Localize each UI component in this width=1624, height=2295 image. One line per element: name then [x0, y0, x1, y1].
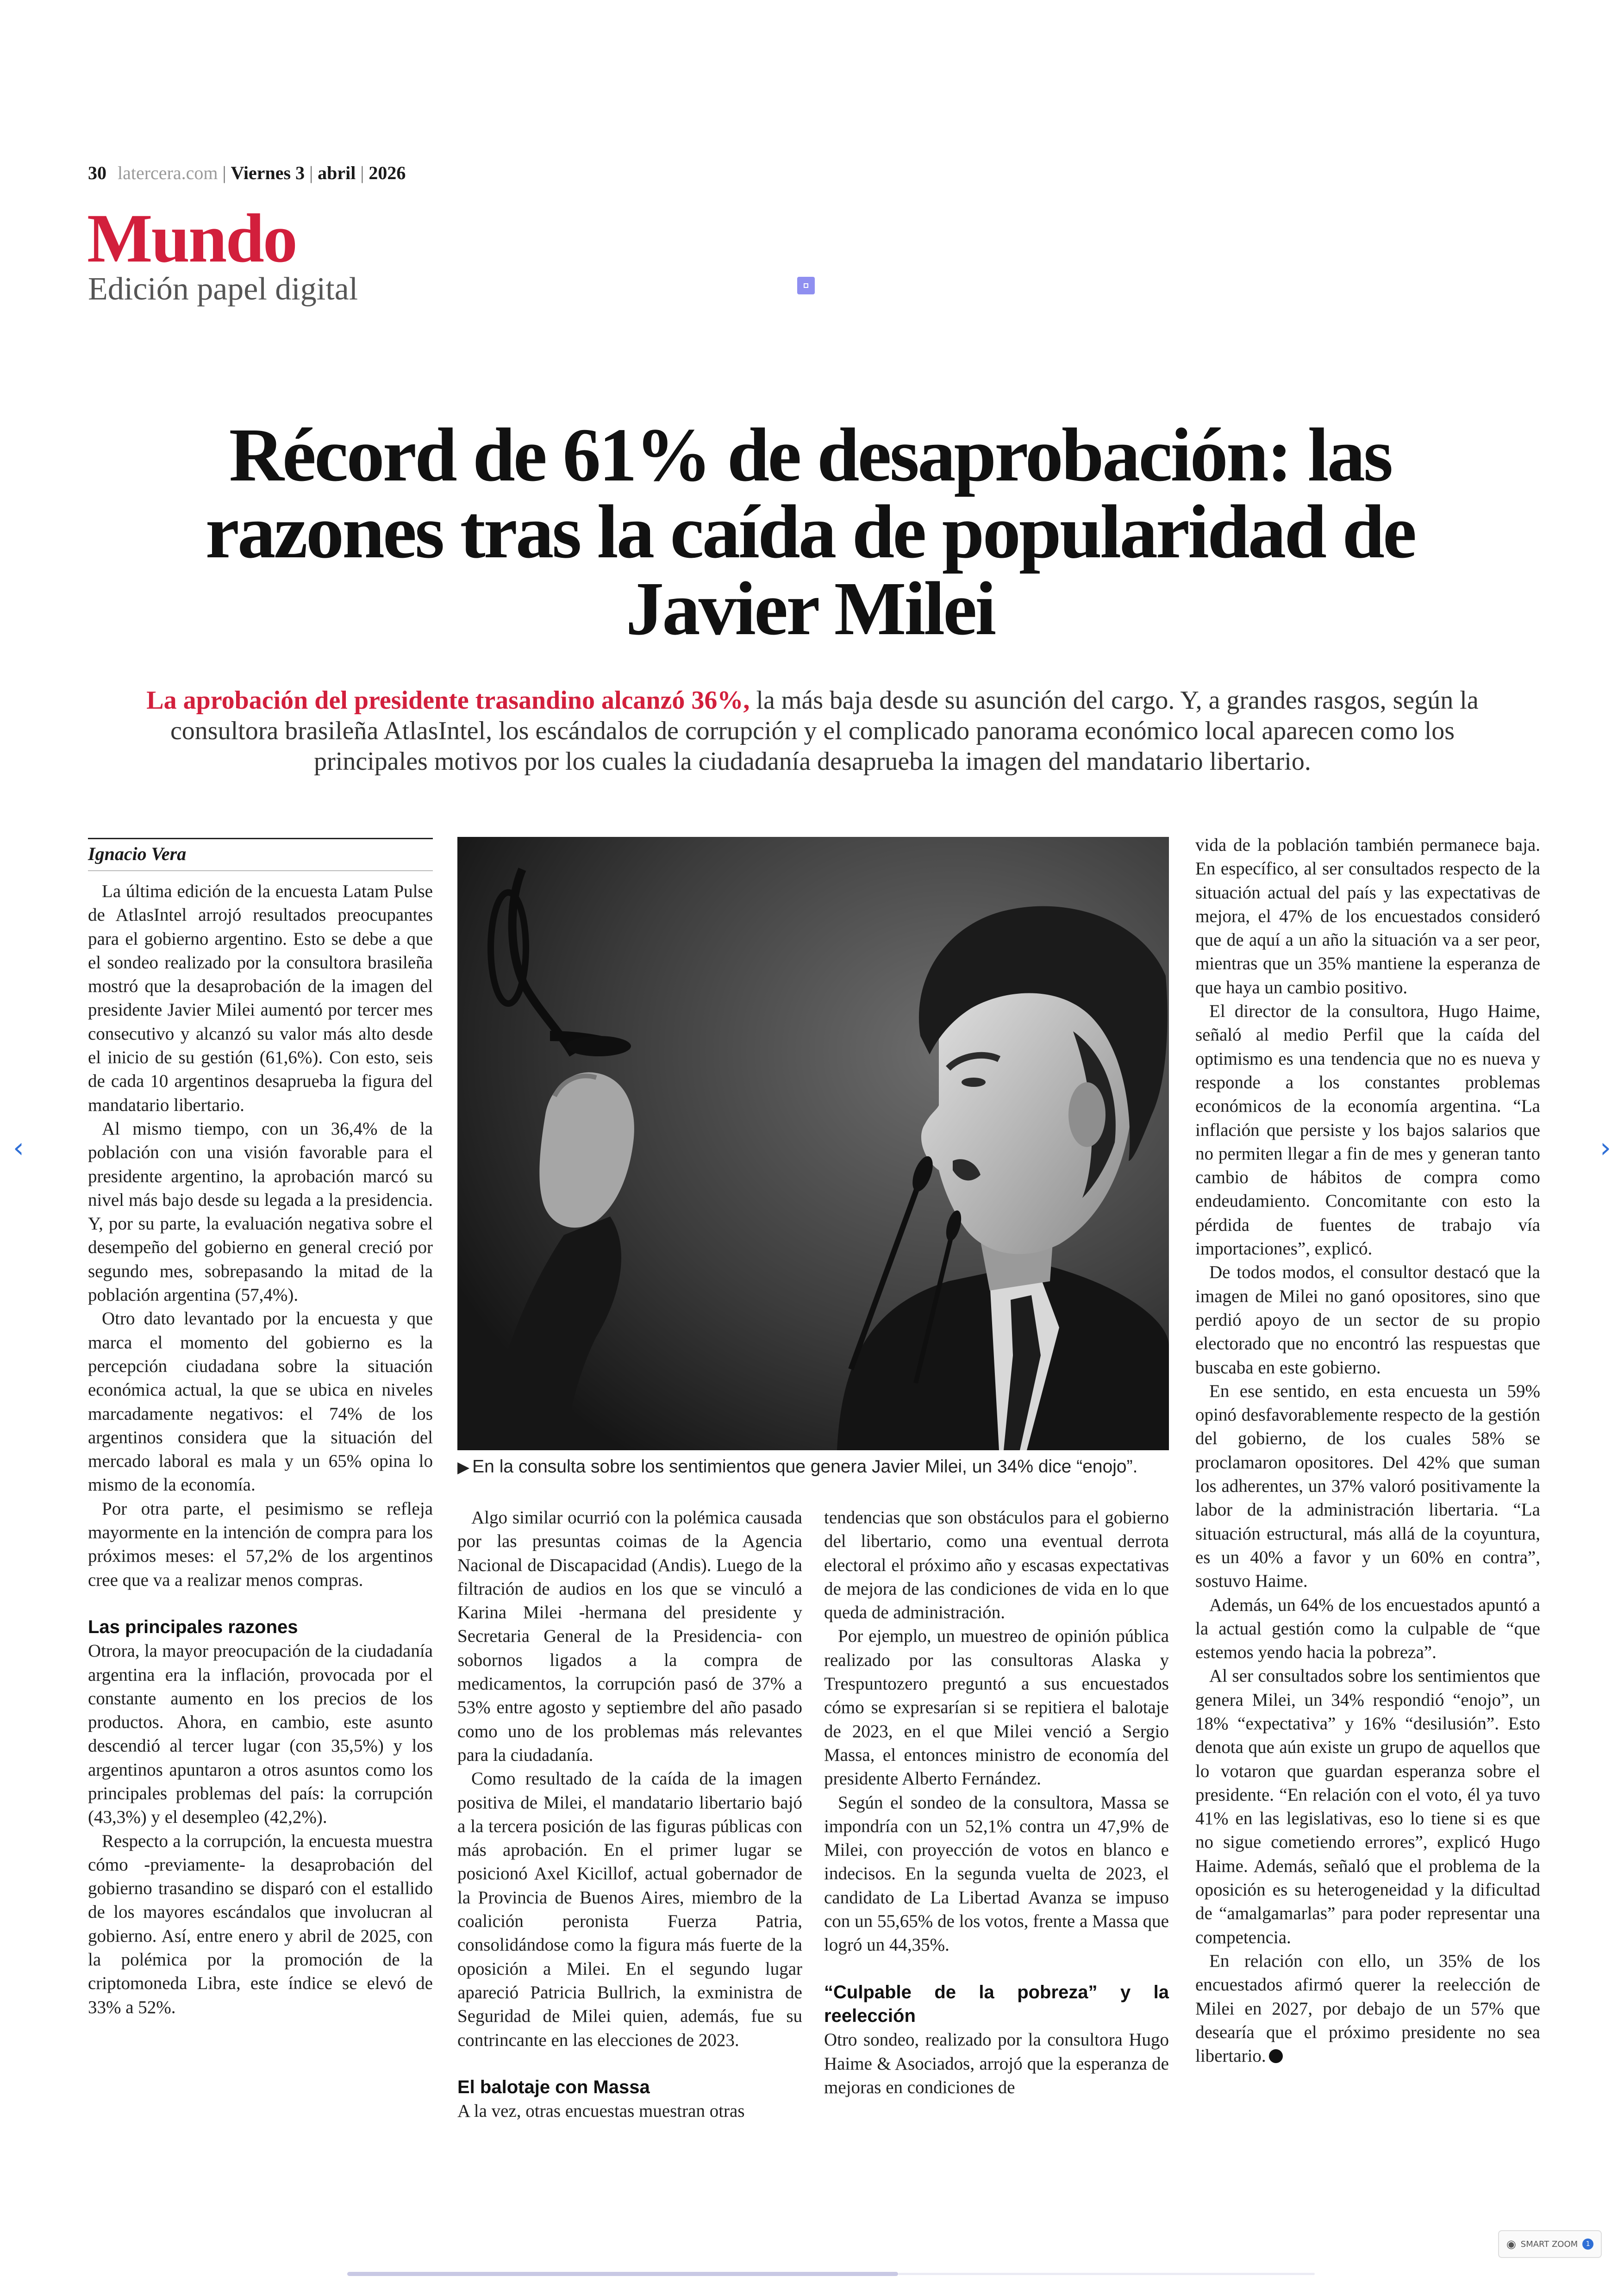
paragraph: tendencias que son obstáculos para el gobierno del libertario, como una eventual derrota electoral el próximo año y escasas expectativas de mejora de las condiciones de vida en lo que queda de administración.: [824, 1508, 1169, 1623]
caption-triangle-icon: ▶: [457, 1459, 470, 1476]
article-column-2: [457, 1506, 802, 2123]
paragraph: Por ejemplo, un muestreo de opinión pública realizado por las consultoras Alaska y Trespuntozero preguntó a sus encuestados cómo se expresarían si se repitiera el balotaje de 2023, en el que Milei venció a Sergio Massa, el entonces ministro de economía del presidente Alberto Fernández.: [824, 1626, 1169, 1789]
site-name: latercera.com: [118, 162, 218, 183]
dek-highlight: La aprobación del presidente trasandino alcanzó 36%,: [146, 686, 750, 715]
photo-caption: [457, 1456, 1169, 1478]
paragraph: Al mismo tiempo, con un 36,4% de la población con una visión favorable para el presidente argentino, la aprobación marcó su nivel más bajo desde su legada a la presidencia. Y, por su parte, la evaluación negativa sobre el desempeño del gobierno en general creció por segundo mes, sobrepasando la mitad de la población argentina (57,4%).: [88, 1118, 433, 1305]
smart-zoom-label: SMART ZOOM: [1520, 2239, 1578, 2249]
byline: Ignacio Vera: [88, 838, 433, 865]
paragraph: De todos modos, el consultor destacó que la imagen de Milei no ganó opositores, sino que perdió apoyo de un sector de su propio electorado que no encontró las respuestas que buscaba en este gobierno.: [1195, 1262, 1540, 1378]
article-photo: [457, 837, 1169, 1450]
scroll-track[interactable]: [898, 2273, 1315, 2275]
caption-text: En la consulta sobre los sentimientos que genera Javier Milei, un 34% dice “enojo”.: [472, 1457, 1138, 1477]
paragraph-final: [1195, 1949, 1540, 2068]
smart-zoom-badge: 1: [1582, 2239, 1593, 2250]
paragraph: Por otra parte, el pesimismo se refleja mayormente en la intención de compra para los próximos meses: el 57,2% de los argentinos cree que va a realizar menos compras.: [88, 1498, 433, 1590]
paragraph: Respecto a la corrupción, la encuesta muestra cómo -previamente- la desaprobación del gobierno trasandino se disparó con el estallido de los mayores escándalos que involucran al gobierno. Así, entre enero y abril de 2025, con la polémica por la promoción de la criptomoneda Libra, este índice se elevó de 33% a 52%.: [88, 1831, 433, 2017]
issue-month: abril: [318, 162, 356, 183]
subheading: Las principales razones: [88, 1616, 298, 1637]
paragraph: Otro sondeo, realizado por la consultora Hugo Haime & Asociados, arrojó que la esperanza de mejoras en condiciones de: [824, 2030, 1169, 2097]
issue-year: 2026: [369, 162, 406, 183]
paragraph: Según el sondeo de la consultora, Massa se impondría con un 52,1% contra un 47,9% de Milei, con proyección de votos en blanco e indecisos. En la segunda vuelta de 2023, el candidato de La Libertad Avanza se impuso con un 55,65% de los votos, frente a Massa que logró un 44,35%.: [824, 1792, 1169, 1955]
page-folio: 30 latercera.com | Viernes 3 | abril | 2026: [88, 162, 406, 183]
paragraph: En ese sentido, en esta encuesta un 59% opinó desfavorablemente respecto de la gestión del gobierno, de los cuales 58% se proclamaron opositores. Del 42% que suman los adherentes, un 37% valoró positivamente la labor de la administración libertaria. “La situación estructural, más allá de la coyuntura, es un 40% a favor y un 60% en contra”, sostuvo Haime.: [1195, 1381, 1540, 1591]
paragraph: vida de la población también permanece baja. En específico, al ser consultados respecto de la situación actual del país y las expectativas de mejora, el 47% de los encuestados consideró que de aquí a un año la situación va a ser peor, mientras que un 35% mantiene la esperanza de que haya un cambio positivo.: [1195, 835, 1540, 998]
issue-day: Viernes 3: [231, 162, 305, 183]
article-column-1: [88, 879, 433, 2019]
article-column-4: [1195, 833, 1540, 2068]
byline-divider: [88, 870, 433, 871]
subheading: El balotaje con Massa: [457, 2077, 650, 2097]
article-dek: [130, 685, 1495, 777]
annotation-marker-icon[interactable]: [797, 277, 815, 294]
final-text: En relación con ello, un 35% de los encuestados afirmó querer la reelección de Milei en 2027, por debajo de un 57% que desearía que el próximo presidente no sea libertario.: [1195, 1951, 1540, 2066]
edition-label: Edición papel digital: [88, 271, 358, 307]
paragraph: Otrora, la mayor preocupación de la ciudadanía argentina era la inflación, provocada por el constante aumento en los precios de los productos. Ahora, en cambio, este asunto descendió al tercer lugar (con 35,5%) y los argentinos apuntaron a otros asuntos como los principales problemas del país: la corrupción (43,3%) y el desempleo (42,2%).: [88, 1641, 433, 1827]
paragraph: Como resultado de la caída de la imagen positiva de Milei, el mandatario libertario bajó a la tercera posición de las figuras públicas con más aprobación. En el primer lugar se posicionó Axel Kicillof, actual gobernador de la Provincia de Buenos Aires, miembro de la coalición peronista Fuerza Patria, consolidándose como la figura más fuerte de la oposición a Milei. En el segundo lugar apareció Patricia Bullrich, la exministra de Seguridad de Milei quien, además, fue su contrincante en las elecciones de 2023.: [457, 1769, 802, 2050]
paragraph: La última edición de la encuesta Latam Pulse de AtlasIntel arrojó resultados preocupantes para el gobierno argentino. Esto se debe a que el sondeo realizado por la consultora brasileña mostró que la desaprobación de la imagen del presidente Javier Milei aumentó por tercer mes consecutivo y alcanzó su valor más alto desde el inicio de su gestión (61,6%). Con esto, seis de cada 10 argentinos desaprueba la figura del mandatario libertario.: [88, 881, 433, 1115]
next-page-arrow-icon[interactable]: ›: [1600, 1132, 1611, 1164]
end-mark-icon: [1269, 2049, 1283, 2063]
paragraph: Algo similar ocurrió con la polémica causada por las presuntas coimas de la Agencia Nacional de Discapacidad (Andis). Luego de la filtración de audios en los que se vinculó a Karina Milei -hermana del presidente y Secretaria General de la Presidencia- con sobornos ligados a la compra de medicamentos, la corrupción pasó de 37% a 53% entre agosto y septiembre del año pasado como uno de los problemas más relevantes para la ciudadanía.: [457, 1508, 802, 1765]
paragraph: Otro dato levantado por la encuesta y que marca el momento del gobierno es la percepción ciudadana sobre la situación económica actual, la que se ubica en niveles marcadamente negativos: el 74% de los argentinos considera que la situación del mercado laboral es mala y un 65% opina lo mismo de la economía.: [88, 1309, 433, 1495]
paragraph: Además, un 64% de los encuestados apuntó a la actual gestión como la culpable de “que estemos yendo hacia la pobreza”.: [1195, 1595, 1540, 1663]
article-column-3: [824, 1506, 1169, 2099]
section-title: Mundo: [87, 200, 296, 277]
eye-icon: ◉: [1506, 2238, 1516, 2251]
smart-zoom-button[interactable]: [1498, 2230, 1602, 2258]
paragraph: Al ser consultados sobre los sentimientos que genera Milei, un 34% respondió “enojo”, un 18% “expectativa” y 16% “desilusión”. Esto denota que aún existe un grupo de aquellos que lo votaron que guardan esperanza sobre el presidente. “En relación con el voto, él ya tuvo 41% en las legislativas, eso lo tiene si es que no sigue cometiendo errores”, explicó Hugo Haime. Además, señaló que el problema de la oposición es su heterogeneidad y la dificultad de “amalgamarlas” para poder representar una competencia.: [1195, 1666, 1540, 1947]
page-number: 30: [88, 162, 106, 183]
subheading: “Culpable de la pobreza” y la reelección: [824, 1982, 1169, 2026]
dek-text: la más baja desde su asunción del cargo. Y, a grandes rasgos, según la consultora brasileña AtlasIntel, los escándalos de corrupción y el complicado panorama económico local aparecen como los principales motivos por los cuales la ciudadanía desaprueba la imagen del mandatario libertario.: [170, 686, 1479, 776]
article-headline: Récord de 61% de desaprobación: las razones tras la caída de popularidad de Javier Milei: [205, 412, 1415, 651]
previous-page-arrow-icon[interactable]: ‹: [13, 1132, 24, 1164]
page-scrollbar[interactable]: [347, 2272, 898, 2276]
paragraph: El director de la consultora, Hugo Haime, señaló al medio Perfil que la caída del optimismo es una tendencia que no es nueva y responde a los constantes problemas económicos de la economía argentina. “La inflación que persiste y los bajos salarios que no permiten llegar a fin de mes y generan tanto cambio de hábitos de compra como endeudamiento. Concomitante con esto la pérdida de fuentes de trabajo vía importaciones”, explicó.: [1195, 1001, 1540, 1259]
paragraph: A la vez, otras encuestas muestran otras: [457, 2101, 745, 2121]
milei-photo-image: [457, 837, 1169, 1450]
